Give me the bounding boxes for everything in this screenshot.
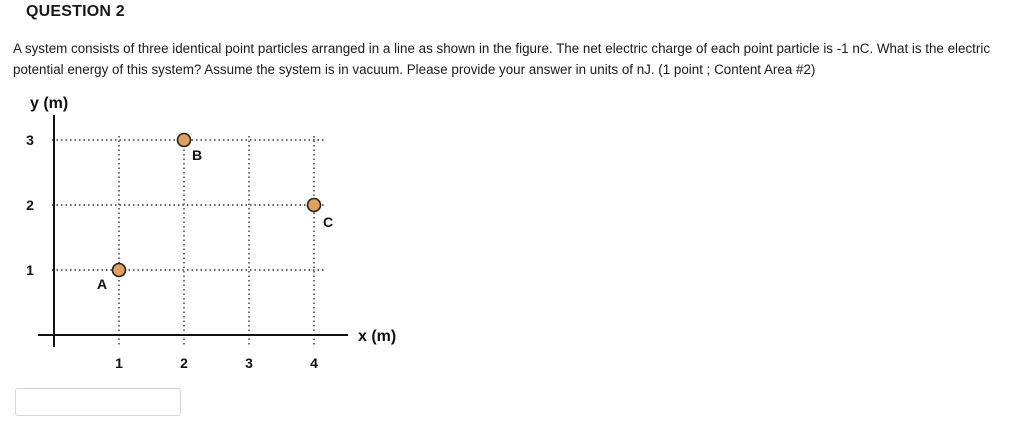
particle-label-a: A: [96, 276, 108, 292]
x-axis-label: x (m): [358, 328, 397, 345]
particles: [97, 134, 333, 293]
question-header: QUESTION 2: [26, 3, 125, 20]
x-tick-label: 3: [245, 355, 253, 371]
y-axis-label: y (m): [30, 95, 69, 112]
particle-c: [308, 199, 321, 212]
particle-label-c: C: [322, 214, 334, 230]
question-text: A system consists of three identical point particles arranged in a line as shown in the figure. The net electric charge of each point particle is -1 nC. What is the electric potential energy of this system? Assume the system is in vacuum. Please provide your answer in units of nJ. (1 point ; Content Area #2): [13, 41, 991, 77]
x-tick-label: 1: [115, 355, 123, 371]
y-tick-label: 2: [26, 197, 34, 213]
dotted-grid: [52, 136, 324, 345]
y-tick-label: 3: [26, 132, 34, 148]
y-tick-label: 1: [26, 262, 34, 278]
x-tick-labels: [115, 355, 318, 371]
particle-b: [178, 134, 191, 147]
x-tick-label: 2: [180, 355, 188, 371]
answer-input[interactable]: [15, 388, 181, 416]
y-tick-labels: [26, 132, 34, 278]
particle-label-b: B: [191, 147, 203, 163]
particle-a: [113, 264, 126, 277]
x-tick-label: 4: [310, 355, 318, 371]
